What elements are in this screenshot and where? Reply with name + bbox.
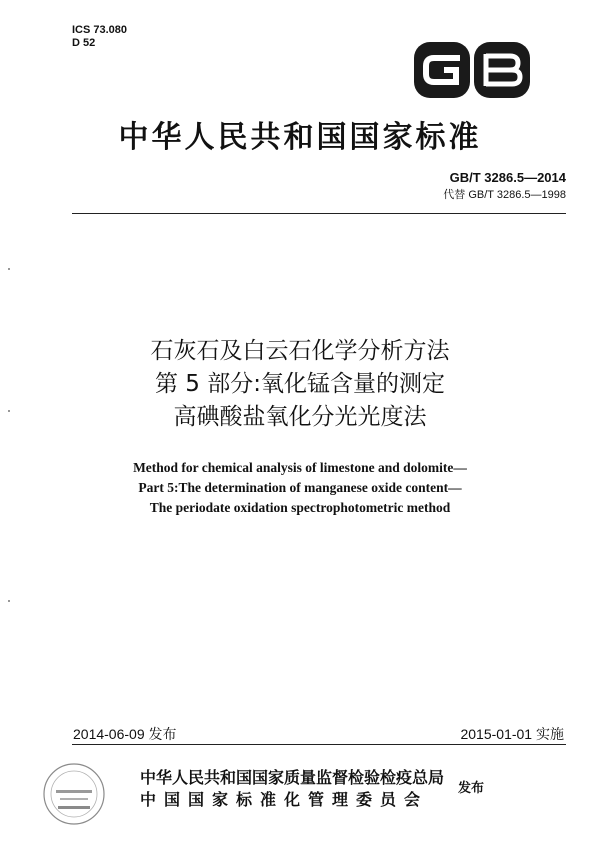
issue-date: 2014-06-09 发布 — [73, 726, 177, 742]
english-title-line2: Part 5:The determination of manganese oxide content— — [138, 480, 462, 495]
circular-stamp-icon — [40, 760, 108, 828]
chinese-title-line3: 高碘酸盐氧化分光光度法 — [173, 404, 427, 430]
publish-label: 发布 — [458, 781, 485, 796]
margin-dot — [8, 600, 10, 602]
replaces-standard: 代替 GB/T 3286.5—1998 — [443, 189, 566, 201]
english-title-line3: The periodate oxidation spectrophotometric method — [149, 500, 451, 515]
english-title — [0, 458, 600, 518]
margin-dot — [8, 268, 10, 270]
gb-logo — [412, 40, 532, 100]
issuer-line2: 中国国家标准化管理委员会 — [140, 790, 429, 809]
standard-number: GB/T 3286.5—2014 — [449, 170, 566, 185]
chinese-title-line1: 石灰石及白云石化学分析方法 — [150, 338, 450, 364]
standard-title: 中华人民共和国国家标准 — [118, 120, 482, 155]
chinese-title — [0, 335, 600, 434]
implementation-date: 2015-01-01 实施 — [460, 726, 564, 742]
issuing-authorities — [140, 767, 444, 811]
chinese-title-line2: 第 5 部分:氧化锰含量的测定 — [154, 371, 445, 397]
ics-code: ICS 73.080 — [72, 24, 128, 36]
issuer-line1: 中华人民共和国国家质量监督检验检疫总局 — [140, 768, 445, 787]
english-title-line1: Method for chemical analysis of limestone and dolomite— — [133, 460, 467, 475]
header-divider — [72, 213, 566, 214]
ccs-code: D 52 — [72, 37, 96, 49]
classification-codes — [72, 24, 127, 50]
footer-divider — [72, 744, 566, 745]
